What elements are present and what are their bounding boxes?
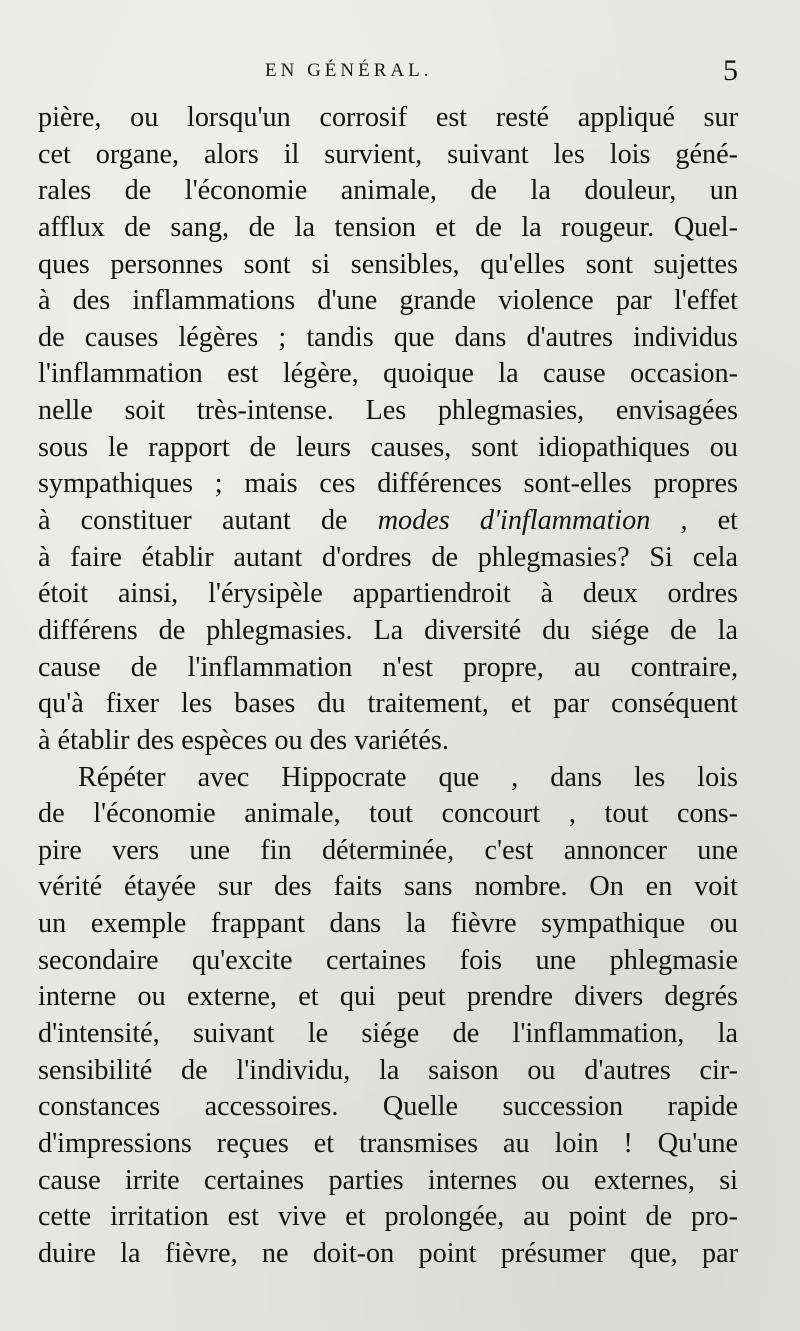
body-text bbox=[38, 100, 738, 1273]
text-line: ques personnes sont si sensibles, qu'elles sont sujettes bbox=[38, 248, 738, 280]
text-line: interne ou externe, et qui peut prendre divers degrés bbox=[38, 981, 738, 1013]
running-head: EN GÉNÉRAL. bbox=[265, 60, 433, 81]
text-line: sympathiques ; mais ces différences sont-elles propres bbox=[38, 468, 738, 500]
text-line: afflux de sang, de la tension et de la rougeur. Quel- bbox=[38, 211, 738, 243]
text-line: rales de l'économie animale, de la douleur, un bbox=[38, 175, 738, 207]
text-line: à faire établir autant d'ordres de phlegmasies? Si cela bbox=[38, 541, 738, 573]
text-line: cause irrite certaines parties internes ou externes, si bbox=[38, 1164, 738, 1196]
text-line: différens de phlegmasies. La diversité du siége de la bbox=[38, 614, 738, 646]
text-line: vérité étayée sur des faits sans nombre. On en voit bbox=[38, 871, 738, 903]
text-line: à des inflammations d'une grande violence par l'effet bbox=[38, 285, 738, 317]
text-line: cause de l'inflammation n'est propre, au contraire, bbox=[38, 651, 738, 683]
text-line: sensibilité de l'individu, la saison ou d'autres cir- bbox=[38, 1054, 738, 1086]
text-line: de l'économie animale, tout concourt , tout cons- bbox=[38, 798, 738, 830]
text-line-with-italic bbox=[38, 503, 738, 540]
text-line: cette irritation est vive et prolongée, au point de pro- bbox=[38, 1201, 738, 1233]
text-line: l'inflammation est légère, quoique la cause occasion- bbox=[38, 358, 738, 390]
text-line: nelle soit très-intense. Les phlegmasies, envisagées bbox=[38, 395, 738, 427]
text-line: à établir des espèces ou des variétés. bbox=[38, 724, 449, 756]
text-line: d'intensité, suivant le siége de l'inflammation, la bbox=[38, 1018, 738, 1050]
paragraph bbox=[38, 760, 738, 1273]
italic-phrase: modes d'inflammation , bbox=[377, 505, 688, 537]
text-line: pire vers une fin déterminée, c'est annoncer une bbox=[38, 834, 738, 866]
text-line: secondaire qu'excite certaines fois une phlegmasie bbox=[38, 944, 738, 976]
page-number: 5 bbox=[723, 54, 738, 87]
text-line: d'impressions reçues et transmises au loin ! Qu'une bbox=[38, 1127, 738, 1159]
text-line: étoit ainsi, l'érysipèle appartiendroit à deux ordres bbox=[38, 578, 738, 610]
text-line: pière, ou lorsqu'un corrosif est resté appliqué sur bbox=[38, 102, 738, 133]
text-line: Répéter avec Hippocrate que , dans les lois bbox=[78, 761, 738, 793]
text-line: constances accessoires. Quelle succession rapide bbox=[38, 1091, 738, 1123]
text-line: sous le rapport de leurs causes, sont idiopathiques ou bbox=[38, 431, 738, 463]
text-line: un exemple frappant dans la fièvre sympathique ou bbox=[38, 908, 738, 940]
line-segment: à constituer autant de bbox=[38, 505, 348, 537]
text-line: duire la fièvre, ne doit-on point présumer que, par bbox=[38, 1237, 738, 1269]
text-line: cet organe, alors il survient, suivant les lois géné- bbox=[38, 138, 738, 170]
text-line: de causes légères ; tandis que dans d'autres individus bbox=[38, 321, 738, 353]
line-segment: et bbox=[717, 505, 738, 537]
page-header bbox=[40, 54, 738, 98]
paragraph bbox=[38, 100, 738, 760]
text-line: qu'à fixer les bases du traitement, et par conséquent bbox=[38, 688, 738, 720]
